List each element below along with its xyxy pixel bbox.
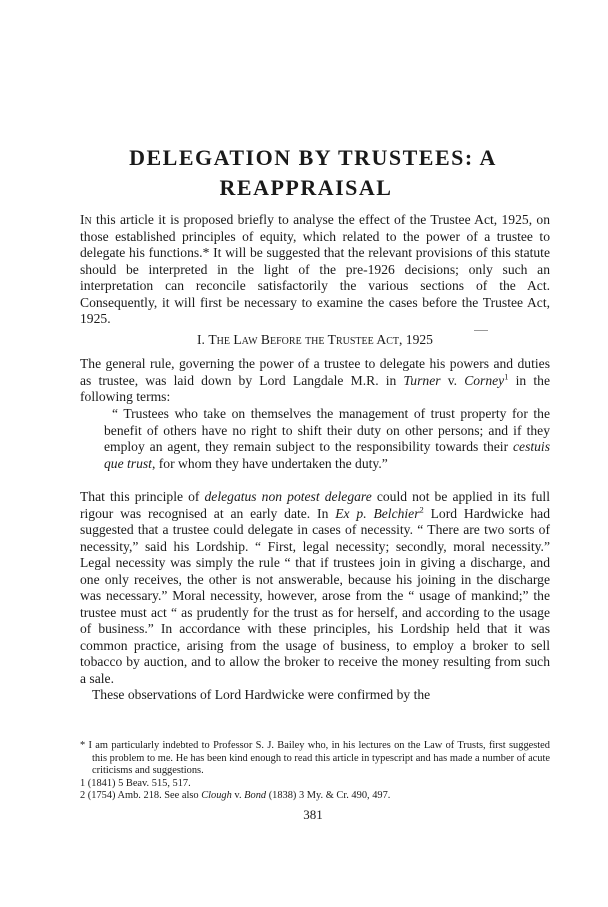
section-divider <box>474 330 488 331</box>
case-name-bond: Bond <box>244 790 267 801</box>
intro-dropcap: In <box>80 212 92 227</box>
necessity-paragraph <box>80 489 550 704</box>
latin-maxim: delegatus non potest delegare <box>204 489 372 504</box>
footnote-2-versus: v. <box>231 790 245 801</box>
footnote-star: * I am particularly indebted to Professor S. J. Bailey who, in his lectures on the Law of Trusts, first suggested this problem to me. He has been kind enough to read this article in typescript and has made a number of acute criticisms and suggestions. <box>80 740 550 776</box>
footnotes <box>80 740 550 803</box>
footnote-2-text-a: 2 (1754) Amb. 218. See also <box>80 790 202 801</box>
footnote-ref-2: 2 <box>419 503 424 514</box>
quote-italic-term: cestuis que trust <box>104 439 550 471</box>
footnote-2-text-b: (1838) 3 My. & Cr. 490, 497. <box>266 790 391 801</box>
quote-text-b: , for whom they have undertaken the duty.” <box>151 455 388 471</box>
footnote-1: 1 (1841) 5 Beav. 515, 517. <box>80 777 191 789</box>
section-heading-text: The Law Before the Trustee Act, 1925 <box>208 332 433 347</box>
article-title-line-1: DELEGATION BY TRUSTEES: A <box>129 145 497 170</box>
necessity-text-a: That this principle of <box>80 489 205 504</box>
rule-text-b: in the following terms: <box>80 372 550 404</box>
necessity-text-b: could not be applied in its full rigour was recognised at an early date. In <box>80 489 550 521</box>
case-name-belchier: Ex p. Belchier <box>335 505 420 521</box>
case-name-clough: Clough <box>201 790 232 801</box>
section-heading <box>80 332 550 348</box>
rule-text-a: The general rule, governing the power of a trustee to delegate his powers and duties as trustee, was laid down by Lord Langdale M.R. in <box>80 356 550 388</box>
page-number: 381 <box>303 807 323 822</box>
quote-text-a: “ Trustees who take on themselves the management of trust property for the benefit of others have no right to shift their duty on other persons; and if they employ an agent, they remain subject to the responsibility towards their <box>104 406 550 454</box>
confirmation-text: These observations of Lord Hardwicke were confirmed by the <box>92 687 431 702</box>
footnote-2 <box>80 790 550 803</box>
intro-paragraph <box>80 212 550 328</box>
block-quote <box>104 406 550 472</box>
section-number: I. <box>197 332 209 347</box>
case-name-turner: Turner <box>403 372 441 388</box>
intro-text: this article it is proposed briefly to analyse the effect of the Trustee Act, 1925, on those established principles of equity, which related to the power of a trustee to delegate his functions.* It will be suggested that the relevant provisions of this statute should be interpreted in the light of the pre-1926 decisions; only such an interpretation can reconcile satisfactorily the various sections of the Act. Consequently, it will first be necessary to examine the cases before the Trustee Act, 1925. <box>80 212 550 326</box>
case-name-corney: Corney <box>464 372 505 388</box>
article-title-line-2: REAPPRAISAL <box>219 175 393 200</box>
versus: v. <box>440 372 465 388</box>
rule-paragraph <box>80 356 550 406</box>
necessity-text-c: Lord Hardwicke had suggested that a trustee could delegate in cases of necessity. “ There are two sorts of necessity,” said his Lordship. “ First, legal necessity; secondly, moral necessity.” Legal necessity was simply the rule “ that if trustees join in giving a discharge, and one only receives, the other is not answerable, because his joining in the discharge was necessary.” Moral necessity, however, arose from the “ usage of mankind;” the trustee must act “ as prudently for the trust as for herself, and according to the usage of business.” In accordance with these principles, his Lordship held that it was common practice, arising from the usage of business, to employ a broker to sell tobacco by auction, and to allow the broker to receive the money resulting from such a sale. <box>80 505 550 686</box>
footnote-ref-1: 1 <box>504 370 509 381</box>
